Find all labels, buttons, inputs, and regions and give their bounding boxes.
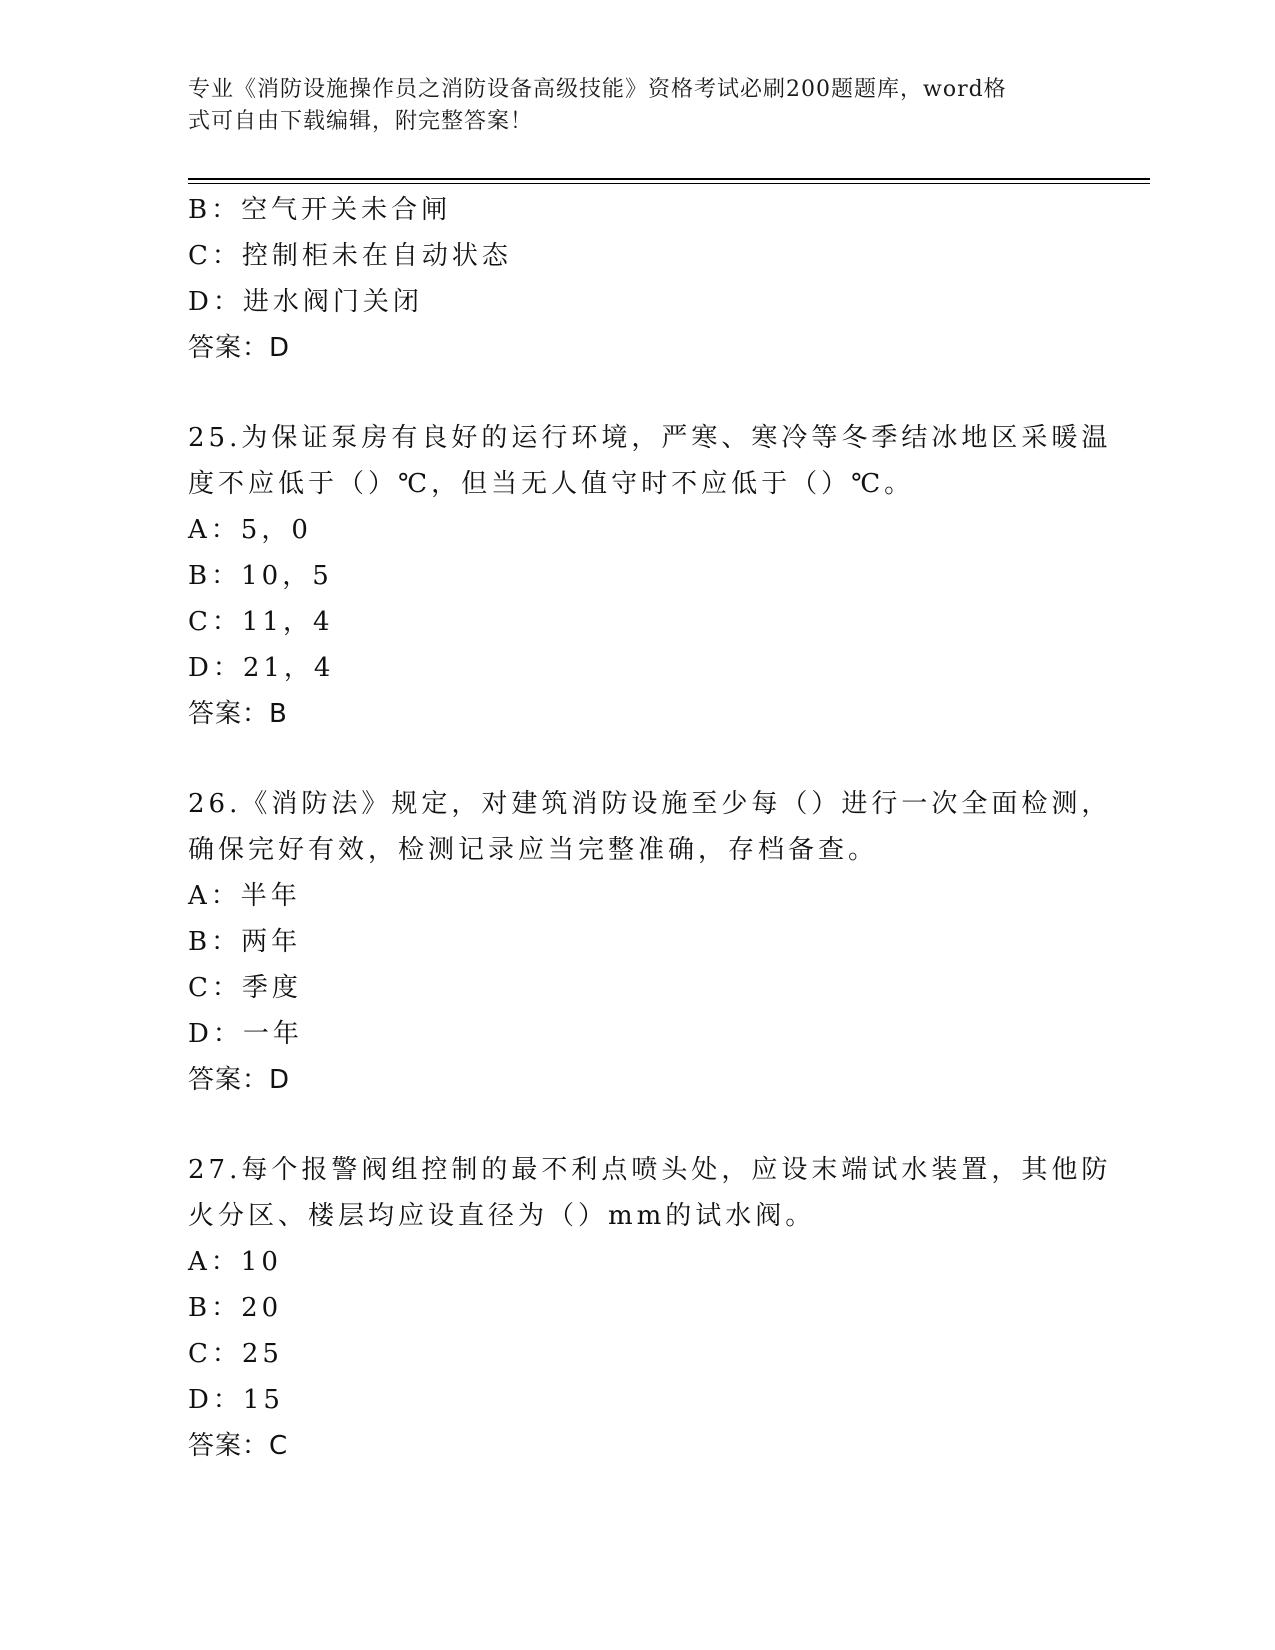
option-b: B：两年: [188, 927, 302, 957]
header-divider-thick: [188, 178, 1150, 180]
previous-question-continuation: [188, 187, 1088, 371]
question-text-line-2: 确保完好有效，检测记录应当完整准确，存档备查。: [188, 835, 879, 865]
question-text-line-1: 27.每个报警阀组控制的最不利点喷头处，应设末端试水装置，其他防: [188, 1155, 1112, 1185]
option-b: B：10，5: [188, 561, 333, 591]
spacer: [188, 371, 1088, 415]
question-text-line-2: 度不应低于（）℃，但当无人值守时不应低于（）℃。: [188, 469, 915, 499]
question-25: [188, 415, 1112, 737]
option-a: A：10: [188, 1247, 282, 1277]
document-header: [188, 74, 1088, 138]
spacer: [188, 737, 1088, 781]
question-26: [188, 781, 1112, 1103]
question-text-line-1: 26.《消防法》规定，对建筑消防设施至少每（）进行一次全面检测，: [188, 789, 1112, 819]
answer-line: 答案：D: [188, 1065, 291, 1095]
option-c: C：控制柜未在自动状态: [188, 241, 512, 271]
answer-line: 答案：B: [188, 699, 288, 729]
option-d: D：15: [188, 1385, 284, 1415]
header-divider-thin: [188, 183, 1150, 184]
question-text-line-2: 火分区、楼层均应设直径为（）mm的试水阀。: [188, 1201, 816, 1231]
answer-line: 答案：D: [188, 333, 291, 363]
option-a: A：5，0: [188, 515, 312, 545]
header-line-2: 式可自由下载编辑，附完整答案！: [188, 109, 534, 134]
option-c: C：25: [188, 1339, 283, 1369]
question-27: [188, 1147, 1112, 1469]
option-d: D：一年: [188, 1019, 303, 1049]
question-list: [188, 187, 1112, 1469]
answer-line: 答案：C: [188, 1431, 289, 1461]
option-b: B：20: [188, 1293, 283, 1323]
option-c: C：季度: [188, 973, 302, 1003]
spacer: [188, 1103, 1088, 1147]
option-d: D：进水阀门关闭: [188, 287, 423, 317]
option-c: C：11，4: [188, 607, 334, 637]
header-line-1: 专业《消防设施操作员之消防设备高级技能》资格考试必刷200题题库，word格: [188, 77, 1007, 102]
option-d: D：21，4: [188, 653, 335, 683]
question-text-line-1: 25.为保证泵房有良好的运行环境，严寒、寒冷等冬季结冰地区采暖温: [188, 423, 1112, 453]
option-a: A：半年: [188, 881, 301, 911]
option-b: B：空气开关未合闸: [188, 195, 452, 225]
